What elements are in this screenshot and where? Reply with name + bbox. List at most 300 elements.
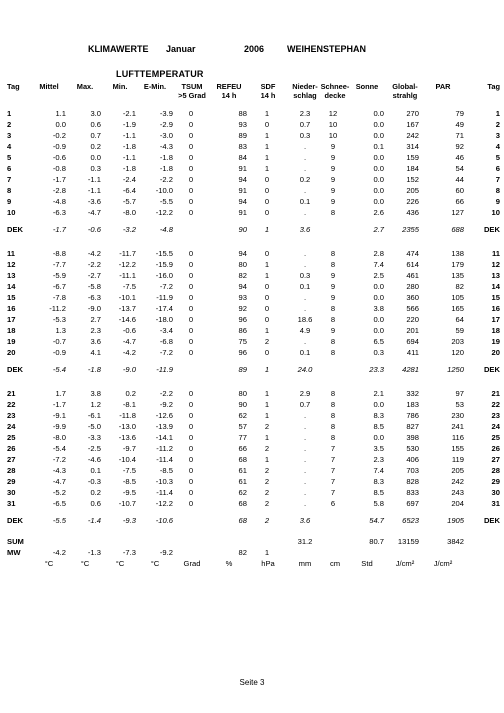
- cell-refeu: 62: [238, 411, 247, 420]
- cell-mittel: 1.1: [55, 109, 66, 118]
- cell-sonne: 2.5: [373, 271, 384, 280]
- row-spacer: [7, 101, 501, 108]
- cell-mittel: -4.2: [52, 548, 66, 557]
- cell-min: -14.6: [118, 315, 136, 324]
- cell-mittel: -5.5: [52, 516, 66, 525]
- cell-refeu: 94: [238, 282, 247, 291]
- cell-tsum: 0: [188, 433, 194, 442]
- cell-tsum: 0: [188, 153, 194, 162]
- cell-tag-right: 16: [491, 304, 500, 313]
- cell-min: -1.9: [122, 120, 136, 129]
- cell-sonne: 0.0: [373, 315, 384, 324]
- cell-globalstrahlung: 6523: [402, 516, 419, 525]
- cell-refeu: 14 h: [221, 91, 237, 100]
- cell-tag: 2: [7, 120, 12, 129]
- cell-tag-right: DEK: [483, 516, 500, 525]
- cell-min: -9.3: [122, 516, 136, 525]
- column-header-tag: Tag: [7, 82, 20, 91]
- cell-sdf: 2: [264, 477, 270, 486]
- cell-par: 165: [451, 304, 464, 313]
- cell-max: -1.3: [87, 548, 101, 557]
- cell-min: -4.2: [122, 348, 136, 357]
- table-row: [7, 185, 501, 196]
- cell-sdf: 0: [264, 348, 270, 357]
- cell-tag: 18: [7, 326, 16, 335]
- cell-niederschlag: 2.3: [299, 109, 311, 118]
- cell-niederschlag: 0.3: [299, 271, 311, 280]
- cell-par: 3842: [447, 537, 464, 546]
- cell-sonne: 0.0: [373, 131, 384, 140]
- cell-schneedecke: 8: [330, 304, 336, 313]
- cell-tsum: 0: [188, 282, 194, 291]
- cell-mittel: -1.7: [52, 175, 66, 184]
- cell-tsum: 0: [188, 337, 194, 346]
- cell-niederschlag: .: [303, 466, 307, 475]
- cell-niederschlag: .: [303, 422, 307, 431]
- cell-sdf: 1: [264, 389, 270, 398]
- cell-tag: 20: [7, 348, 16, 357]
- cell-refeu: 88: [238, 109, 247, 118]
- cell-tag: 4: [7, 142, 12, 151]
- cell-sdf: 2: [264, 488, 270, 497]
- cell-min: -4.7: [122, 337, 136, 346]
- table-row: [7, 476, 501, 487]
- cell-par: 64: [455, 315, 464, 324]
- cell-tag: 22: [7, 400, 16, 409]
- cell-par: 203: [451, 337, 464, 346]
- cell-tag: 16: [7, 304, 16, 313]
- cell-refeu: 68: [238, 499, 247, 508]
- column-header-sonne: Sonne: [355, 82, 379, 91]
- station-label: WEIHENSTEPHAN: [287, 44, 367, 54]
- cell-sonne: 0.3: [373, 348, 384, 357]
- cell-max: -4.7: [87, 208, 101, 217]
- cell-sonne: 7.4: [373, 466, 384, 475]
- cell-globalstrahlung: 436: [406, 208, 419, 217]
- cell-schneedecke: 7: [330, 477, 336, 486]
- column-header-sdf: SDF: [260, 82, 276, 91]
- cell-refeu: 66: [238, 444, 247, 453]
- cell-refeu: 92: [238, 304, 247, 313]
- cell-emin: -11.2: [156, 444, 173, 453]
- cell-tsum: 0: [188, 499, 194, 508]
- cell-emin: -11.4: [156, 455, 173, 464]
- cell-sdf: 0: [264, 282, 270, 291]
- column-header-emin: E-Min.: [143, 82, 167, 91]
- cell-schneedecke: 8: [330, 249, 336, 258]
- cell-schneedecke: 7: [330, 455, 336, 464]
- cell-tag: 8: [7, 186, 12, 195]
- cell-tag: 7: [7, 175, 12, 184]
- cell-tag: 27: [7, 455, 16, 464]
- cell-niederschlag: 2.9: [299, 389, 311, 398]
- dekade-summary-row: [7, 515, 501, 526]
- cell-emin: -3.9: [159, 109, 173, 118]
- cell-par: 230: [451, 411, 464, 420]
- cell-refeu: 83: [238, 142, 247, 151]
- cell-tag-right: 25: [491, 433, 500, 442]
- cell-tsum: 0: [188, 131, 194, 140]
- cell-tsum: 0: [188, 186, 194, 195]
- cell-max: -2.5: [87, 444, 101, 453]
- cell-par: 241: [451, 422, 464, 431]
- cell-tag: 10: [7, 208, 16, 217]
- cell-niederschlag: .: [303, 444, 307, 453]
- cell-sonne: 5.8: [373, 499, 384, 508]
- cell-min: -13.6: [118, 433, 136, 442]
- cell-par: 44: [455, 175, 464, 184]
- cell-max: -6.3: [87, 293, 101, 302]
- cell-tag-right: 28: [491, 466, 500, 475]
- cell-mittel: -5.2: [52, 488, 66, 497]
- cell-tag: 19: [7, 337, 16, 346]
- cell-sonne: 2.7: [373, 225, 384, 234]
- cell-par: 242: [451, 477, 464, 486]
- year-label: 2006: [244, 44, 265, 54]
- cell-par: 105: [451, 293, 464, 302]
- cell-tag: 13: [7, 271, 16, 280]
- cell-sdf: 2: [264, 516, 270, 525]
- cell-niederschlag: mm: [298, 559, 312, 568]
- cell-sonne: 0.0: [373, 164, 384, 173]
- cell-max: 0.6: [90, 120, 101, 129]
- cell-tag-right: 19: [491, 337, 500, 346]
- cell-tag-right: 6: [495, 164, 500, 173]
- cell-sdf: 0: [264, 304, 270, 313]
- cell-schneedecke: 10: [328, 131, 338, 140]
- cell-mittel: 1.3: [55, 326, 66, 335]
- cell-par: 1905: [447, 516, 464, 525]
- cell-tag-right: 7: [495, 175, 500, 184]
- column-header-par: PAR: [435, 82, 451, 91]
- cell-emin: -2.9: [159, 120, 173, 129]
- cell-tag-right: 14: [491, 282, 500, 291]
- cell-par: 138: [451, 249, 464, 258]
- cell-max: -9.0: [87, 304, 101, 313]
- cell-tag-right: 23: [491, 411, 500, 420]
- cell-max: -1.1: [87, 175, 101, 184]
- cell-mittel: -5.4: [52, 365, 66, 374]
- cell-sdf: 0: [264, 186, 270, 195]
- cell-mittel: -5.4: [52, 444, 66, 453]
- cell-refeu: 82: [238, 271, 247, 280]
- cell-refeu: 77: [238, 433, 247, 442]
- cell-min: -6.4: [122, 186, 136, 195]
- cell-tag: 1: [7, 109, 12, 118]
- cell-niederschlag: 0.7: [299, 120, 311, 129]
- cell-schneedecke: 8: [330, 411, 336, 420]
- cell-tag-right: 5: [495, 153, 500, 162]
- cell-emin: -14.1: [155, 433, 173, 442]
- cell-niederschlag: .: [303, 455, 307, 464]
- cell-sonne: 6.5: [373, 337, 384, 346]
- cell-sonne: 2.8: [373, 249, 384, 258]
- cell-sonne: 8.5: [373, 422, 384, 431]
- cell-tag-right: 8: [495, 186, 500, 195]
- cell-sdf: 0: [264, 249, 270, 258]
- cell-min: -7.3: [122, 548, 136, 557]
- cell-emin: -13.9: [155, 422, 173, 431]
- cell-tag-right: 20: [491, 348, 500, 357]
- cell-max: 2.3: [90, 326, 101, 335]
- column-header-schneedecke: Schnee-: [320, 82, 350, 91]
- cell-globalstrahlung: 406: [406, 455, 419, 464]
- table-row: [7, 454, 501, 465]
- cell-max: -6.1: [87, 411, 101, 420]
- cell-tag-right: DEK: [483, 365, 500, 374]
- cell-refeu: 91: [238, 208, 247, 217]
- cell-sdf: 0: [264, 197, 270, 206]
- cell-globalstrahlung: 411: [406, 348, 419, 357]
- table-row: [7, 465, 501, 476]
- cell-tag-right: 12: [491, 260, 500, 269]
- cell-sdf: 0: [264, 120, 270, 129]
- cell-globalstrahlung: 461: [406, 271, 419, 280]
- table-row: [7, 498, 501, 509]
- cell-sonne: 0.0: [373, 282, 384, 291]
- cell-tsum: 0: [188, 304, 194, 313]
- cell-refeu: 93: [238, 293, 247, 302]
- cell-max: -2.2: [87, 260, 101, 269]
- cell-sdf: 1: [264, 225, 270, 234]
- cell-par: 205: [451, 466, 464, 475]
- cell-emin: -2.2: [159, 175, 173, 184]
- cell-tag: DEK: [7, 365, 24, 374]
- cell-tag-right: 11: [491, 249, 500, 258]
- cell-emin: -4.8: [159, 225, 173, 234]
- cell-tsum: 0: [188, 260, 194, 269]
- cell-min: -10.4: [118, 455, 136, 464]
- cell-max: 0.2: [90, 488, 101, 497]
- cell-min: -11.7: [119, 249, 136, 258]
- cell-refeu: 91: [238, 186, 247, 195]
- cell-tag: 21: [7, 389, 16, 398]
- cell-emin: -8.5: [159, 466, 173, 475]
- cell-niederschlag: .: [303, 488, 307, 497]
- cell-sdf: 1: [264, 455, 270, 464]
- cell-globalstrahlung: 13159: [397, 537, 419, 546]
- cell-refeu: 96: [238, 315, 247, 324]
- cell-schneedecke: 9: [330, 197, 336, 206]
- cell-refeu: 84: [238, 153, 247, 162]
- cell-sdf: 1: [264, 131, 270, 140]
- cell-refeu: 75: [238, 337, 247, 346]
- cell-min: -9.7: [122, 444, 136, 453]
- cell-sonne: 0.0: [373, 400, 384, 409]
- cell-min: -9.5: [122, 488, 136, 497]
- cell-min: -13.7: [118, 304, 136, 313]
- cell-tag: 25: [7, 433, 16, 442]
- cell-schneedecke: 9: [330, 326, 336, 335]
- cell-max: 0.7: [90, 131, 101, 140]
- table-row: [7, 303, 501, 314]
- cell-min: -1.8: [122, 164, 136, 173]
- cell-niederschlag: 4.9: [299, 326, 311, 335]
- table-row: [7, 130, 501, 141]
- cell-min: -11.1: [119, 271, 136, 280]
- cell-max: 0.2: [90, 142, 101, 151]
- cell-mittel: -9.9: [52, 422, 66, 431]
- cell-tag: 26: [7, 444, 16, 453]
- cell-min: -13.0: [118, 422, 136, 431]
- cell-max: °C: [80, 559, 90, 568]
- cell-refeu: 68: [238, 455, 247, 464]
- cell-globalstrahlung: 220: [406, 315, 419, 324]
- cell-max: -1.4: [87, 516, 101, 525]
- cell-globalstrahlung: strahlg: [392, 91, 418, 100]
- cell-mittel: -5.3: [52, 315, 66, 324]
- cell-mittel: -1.7: [52, 225, 66, 234]
- cell-sdf: 1: [264, 153, 270, 162]
- cell-niederschlag: .: [303, 411, 307, 420]
- cell-refeu: %: [225, 559, 233, 568]
- column-header-tag-right: Tag: [487, 82, 500, 91]
- cell-par: 46: [455, 153, 464, 162]
- cell-niederschlag: 3.6: [299, 225, 311, 234]
- cell-max: -3.3: [87, 433, 101, 442]
- cell-globalstrahlung: 332: [406, 389, 419, 398]
- cell-tag-right: 13: [491, 271, 500, 280]
- cell-sonne: 0.1: [373, 142, 384, 151]
- cell-mittel: -7.7: [52, 260, 66, 269]
- cell-niederschlag: 18.6: [297, 315, 313, 324]
- cell-tsum: 0: [188, 400, 194, 409]
- cell-min: 0.2: [125, 389, 136, 398]
- row-spacer: [7, 526, 501, 534]
- cell-tsum: 0: [188, 326, 194, 335]
- cell-refeu: 93: [238, 120, 247, 129]
- cell-niederschlag: .: [303, 186, 307, 195]
- cell-tsum: 0: [188, 208, 194, 217]
- cell-tag: 12: [7, 260, 16, 269]
- cell-emin: -3.0: [159, 131, 173, 140]
- cell-max: 1.2: [90, 400, 101, 409]
- cell-refeu: 80: [238, 389, 247, 398]
- cell-niederschlag: .: [303, 304, 307, 313]
- cell-globalstrahlung: 152: [406, 175, 419, 184]
- cell-globalstrahlung: 314: [406, 142, 419, 151]
- table-row: [7, 108, 501, 119]
- cell-par: 179: [451, 260, 464, 269]
- cell-max: -1.1: [87, 186, 101, 195]
- cell-niederschlag: 24.0: [297, 365, 313, 374]
- cell-sdf: 1: [264, 400, 270, 409]
- units-row: [7, 558, 501, 569]
- cell-sdf: 0: [264, 315, 270, 324]
- cell-min: -10.1: [118, 293, 136, 302]
- cell-niederschlag: 0.7: [299, 400, 311, 409]
- cell-par: 53: [455, 400, 464, 409]
- cell-sdf: 1: [264, 433, 270, 442]
- cell-sonne: 0.0: [373, 153, 384, 162]
- section-title: LUFTTEMPERATUR: [116, 69, 204, 79]
- cell-tag-right: 21: [491, 389, 500, 398]
- table-row: [7, 196, 501, 207]
- cell-tag: 5: [7, 153, 12, 162]
- cell-sdf: 1: [264, 271, 270, 280]
- cell-min: -3.2: [122, 225, 136, 234]
- table-row: [7, 270, 501, 281]
- cell-mittel: -9.1: [52, 411, 66, 420]
- cell-min: -2.1: [122, 109, 136, 118]
- cell-mittel: -0.8: [52, 164, 66, 173]
- dekade-summary-row: [7, 224, 501, 235]
- cell-tag: 9: [7, 197, 12, 206]
- cell-max: -3.6: [87, 197, 101, 206]
- cell-emin: -7.2: [159, 282, 173, 291]
- cell-refeu: 94: [238, 175, 247, 184]
- cell-sonne: 2.1: [373, 389, 384, 398]
- table-row: [7, 152, 501, 163]
- cell-sonne: 2.3: [373, 455, 384, 464]
- cell-tag-right: 4: [495, 142, 500, 151]
- cell-niederschlag: 0.1: [299, 197, 311, 206]
- cell-max: -1.8: [87, 365, 101, 374]
- cell-emin: -10.3: [155, 477, 173, 486]
- cell-par: 71: [455, 131, 464, 140]
- table-row: [7, 141, 501, 152]
- cell-refeu: 80: [238, 260, 247, 269]
- cell-emin: -5.5: [159, 197, 173, 206]
- cell-par: 54: [455, 164, 464, 173]
- cell-par: 60: [455, 186, 464, 195]
- cell-globalstrahlung: 398: [406, 433, 419, 442]
- mean-row: [7, 547, 501, 558]
- cell-tag-right: 22: [491, 400, 500, 409]
- cell-refeu: 61: [238, 466, 247, 475]
- cell-refeu: 68: [238, 516, 247, 525]
- cell-par: 688: [451, 225, 464, 234]
- cell-globalstrahlung: 280: [406, 282, 419, 291]
- cell-refeu: 91: [238, 164, 247, 173]
- cell-globalstrahlung: 474: [406, 249, 419, 258]
- cell-refeu: 82: [238, 548, 247, 557]
- cell-tsum: 0: [188, 477, 194, 486]
- cell-niederschlag: .: [303, 260, 307, 269]
- table-row: [7, 421, 501, 432]
- cell-sdf: 0: [264, 208, 270, 217]
- cell-tag: 14: [7, 282, 16, 291]
- table-row: [7, 314, 501, 325]
- cell-tsum: 0: [188, 197, 194, 206]
- cell-tsum: 0: [188, 164, 194, 173]
- cell-tag-right: 27: [491, 455, 500, 464]
- cell-sdf: 2: [264, 444, 270, 453]
- table-row: [7, 248, 501, 259]
- cell-mittel: -0.6: [52, 153, 66, 162]
- cell-niederschlag: schlag: [293, 91, 317, 100]
- cell-tag-right: 18: [491, 326, 500, 335]
- cell-schneedecke: 9: [330, 293, 336, 302]
- cell-refeu: 89: [238, 131, 247, 140]
- cell-min: -12.2: [118, 260, 136, 269]
- cell-sonne: 0.0: [373, 109, 384, 118]
- cell-mittel: -2.8: [52, 186, 66, 195]
- cell-max: -0.3: [87, 477, 101, 486]
- cell-tag-right: 9: [495, 197, 500, 206]
- cell-tag-right: 31: [491, 499, 500, 508]
- cell-globalstrahlung: 703: [406, 466, 419, 475]
- cell-sdf: 0: [264, 175, 270, 184]
- cell-sonne: 8.3: [373, 477, 384, 486]
- cell-globalstrahlung: 270: [406, 109, 419, 118]
- cell-niederschlag: .: [303, 337, 307, 346]
- cell-sdf: 1: [264, 326, 270, 335]
- row-spacer: [7, 235, 501, 248]
- cell-niederschlag: 0.3: [299, 131, 311, 140]
- cell-min: -5.7: [122, 197, 136, 206]
- cell-emin: -15.9: [155, 260, 173, 269]
